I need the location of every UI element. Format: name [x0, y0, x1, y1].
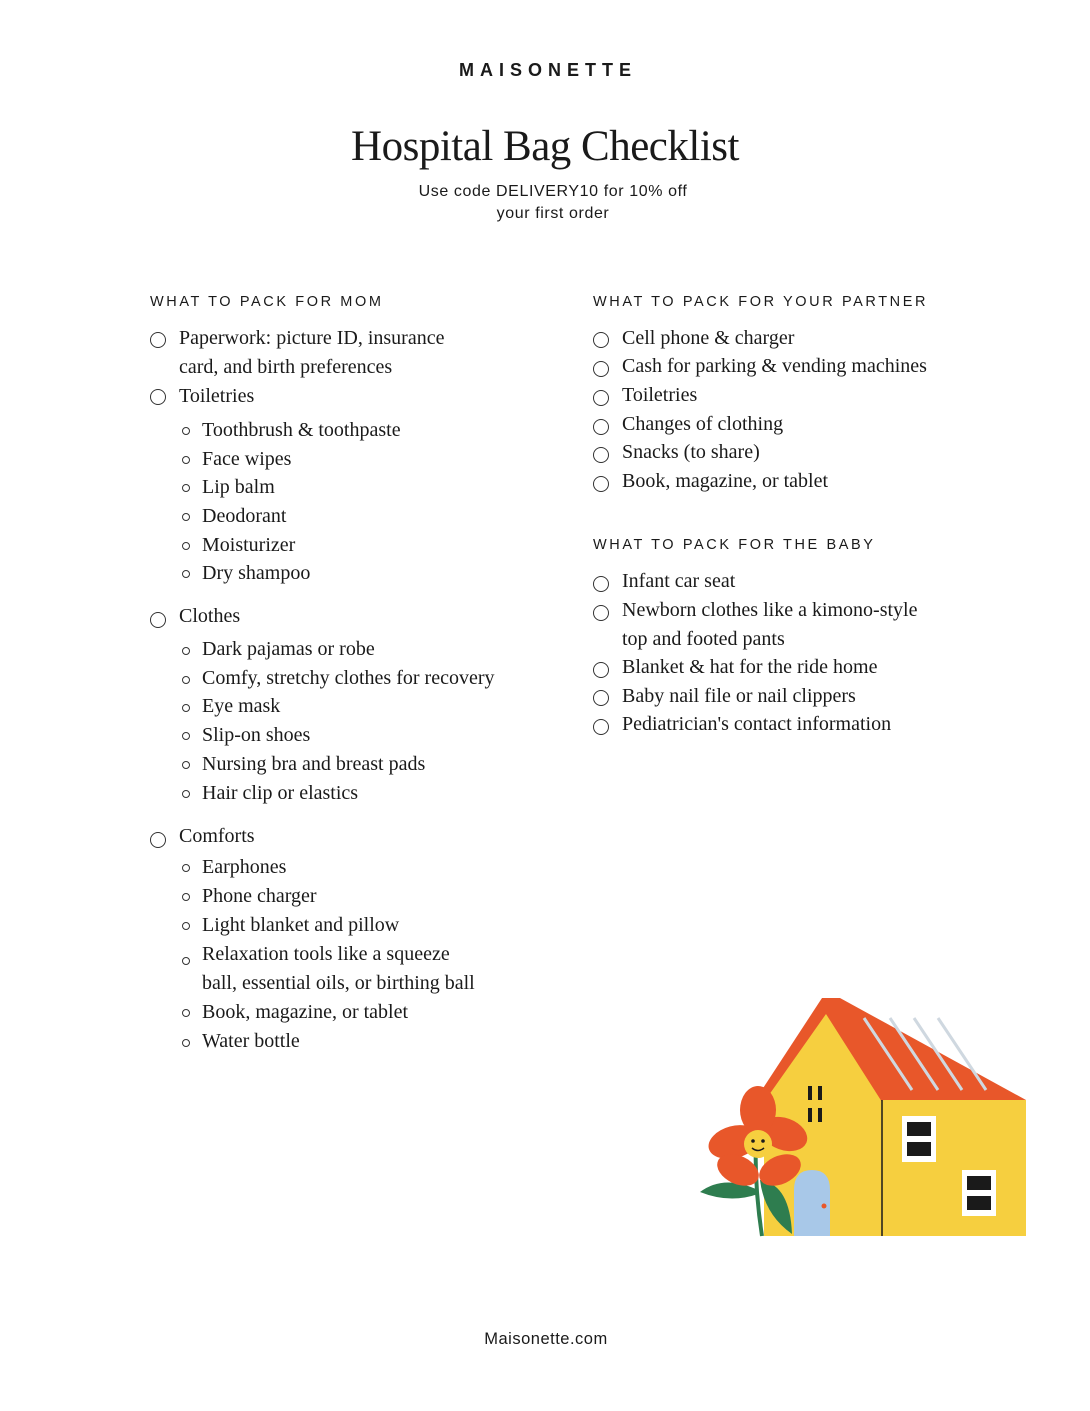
flower-eye	[751, 1139, 755, 1143]
sub-item: Book, magazine, or tablet	[202, 1001, 409, 1023]
sub-bullet[interactable]	[182, 893, 190, 901]
checklist-item: Blanket & hat for the ride home	[622, 656, 878, 678]
checkbox[interactable]	[593, 361, 609, 377]
checklist-item-comforts: Comforts	[179, 825, 255, 847]
sub-item: Dry shampoo	[202, 562, 311, 584]
checklist-item-clothes: Clothes	[179, 605, 241, 627]
sub-item: Earphones	[202, 856, 287, 878]
sub-bullet[interactable]	[182, 1009, 190, 1017]
checklist-item: Cell phone & charger	[622, 327, 795, 349]
attic-window	[818, 1086, 822, 1100]
sub-bullet[interactable]	[182, 704, 190, 712]
item-text: card, and birth preferences	[179, 356, 393, 378]
sub-bullet[interactable]	[182, 761, 190, 769]
checkbox[interactable]	[593, 690, 609, 706]
checkbox[interactable]	[593, 605, 609, 621]
window-pane	[907, 1142, 931, 1156]
section-heading-partner: WHAT TO PACK FOR YOUR PARTNER	[593, 294, 929, 310]
promo-line-2: your first order	[496, 205, 610, 222]
sub-item: Nursing bra and breast pads	[202, 753, 426, 775]
attic-window	[808, 1086, 812, 1100]
sub-bullet[interactable]	[182, 484, 190, 492]
promo-text	[0, 181, 1090, 225]
sub-item: Deodorant	[202, 505, 287, 527]
checkbox[interactable]	[593, 719, 609, 735]
checklist-item	[622, 596, 918, 654]
checklist-item: Cash for parking & vending machines	[622, 355, 927, 377]
checklist-item: Toiletries	[622, 384, 698, 406]
window-pane	[967, 1176, 991, 1190]
checklist-item: Infant car seat	[622, 570, 736, 592]
sub-item: Light blanket and pillow	[202, 914, 400, 936]
sub-bullet[interactable]	[182, 922, 190, 930]
item-text: Relaxation tools like a squeeze	[202, 943, 450, 965]
sub-item: Comfy, stretchy clothes for recovery	[202, 667, 495, 689]
flower-center	[744, 1130, 772, 1158]
sub-bullet[interactable]	[182, 456, 190, 464]
flower-eye	[761, 1139, 765, 1143]
door	[794, 1170, 830, 1236]
sub-bullet[interactable]	[182, 542, 190, 550]
checklist-item: Book, magazine, or tablet	[622, 470, 829, 492]
sub-bullet[interactable]	[182, 864, 190, 872]
footer-website[interactable]: Maisonette.com	[484, 1330, 608, 1348]
checkbox[interactable]	[150, 332, 166, 348]
checkbox[interactable]	[593, 419, 609, 435]
sub-item: Lip balm	[202, 476, 275, 498]
sub-bullet[interactable]	[182, 790, 190, 798]
page-title: Hospital Bag Checklist	[351, 123, 739, 170]
item-text: ball, essential oils, or birthing ball	[202, 972, 475, 994]
checkbox[interactable]	[150, 389, 166, 405]
promo-line-1: Use code DELIVERY10 for 10% off	[418, 183, 688, 200]
checkbox[interactable]	[593, 476, 609, 492]
section-heading-baby: WHAT TO PACK FOR THE BABY	[593, 537, 876, 553]
checklist-item-toiletries: Toiletries	[179, 385, 255, 407]
window-pane	[907, 1122, 931, 1136]
sub-item	[202, 940, 475, 998]
sub-bullet[interactable]	[182, 957, 190, 965]
sub-item: Phone charger	[202, 885, 317, 907]
window-pane	[967, 1196, 991, 1210]
item-text: Newborn clothes like a kimono-style	[622, 599, 918, 621]
checklist-item: Baby nail file or nail clippers	[622, 685, 856, 707]
checkbox[interactable]	[150, 612, 166, 628]
checklist-item: Snacks (to share)	[622, 441, 760, 463]
sub-item: Face wipes	[202, 448, 292, 470]
checkbox[interactable]	[593, 390, 609, 406]
attic-window	[808, 1108, 812, 1122]
sub-bullet[interactable]	[182, 676, 190, 684]
flower-petal	[740, 1086, 776, 1134]
checkbox[interactable]	[593, 576, 609, 592]
checkbox[interactable]	[593, 662, 609, 678]
checkbox[interactable]	[593, 447, 609, 463]
sub-item: Slip-on shoes	[202, 724, 311, 746]
sub-item: Eye mask	[202, 695, 281, 717]
checklist-item: Changes of clothing	[622, 413, 784, 435]
sub-bullet[interactable]	[182, 427, 190, 435]
sub-item: Moisturizer	[202, 534, 296, 556]
sub-item: Water bottle	[202, 1030, 300, 1052]
section-heading-mom: WHAT TO PACK FOR MOM	[150, 294, 384, 310]
sub-bullet[interactable]	[182, 647, 190, 655]
house-with-flower-illustration	[694, 994, 1030, 1242]
item-text: top and footed pants	[622, 628, 785, 650]
sub-bullet[interactable]	[182, 513, 190, 521]
sub-item: Dark pajamas or robe	[202, 638, 375, 660]
attic-window	[818, 1108, 822, 1122]
brand-logo: MAISONETTE	[458, 60, 637, 80]
checklist-item-paperwork	[179, 324, 444, 382]
sub-item: Hair clip or elastics	[202, 782, 359, 804]
sub-bullet[interactable]	[182, 570, 190, 578]
sub-item: Toothbrush & toothpaste	[202, 419, 401, 441]
sub-bullet[interactable]	[182, 1039, 190, 1047]
checkbox[interactable]	[150, 832, 166, 848]
checklist-item: Pediatrician's contact information	[622, 713, 892, 735]
item-text: Paperwork: picture ID, insurance	[179, 327, 445, 349]
sub-bullet[interactable]	[182, 732, 190, 740]
door-knob	[822, 1204, 827, 1209]
checkbox[interactable]	[593, 332, 609, 348]
